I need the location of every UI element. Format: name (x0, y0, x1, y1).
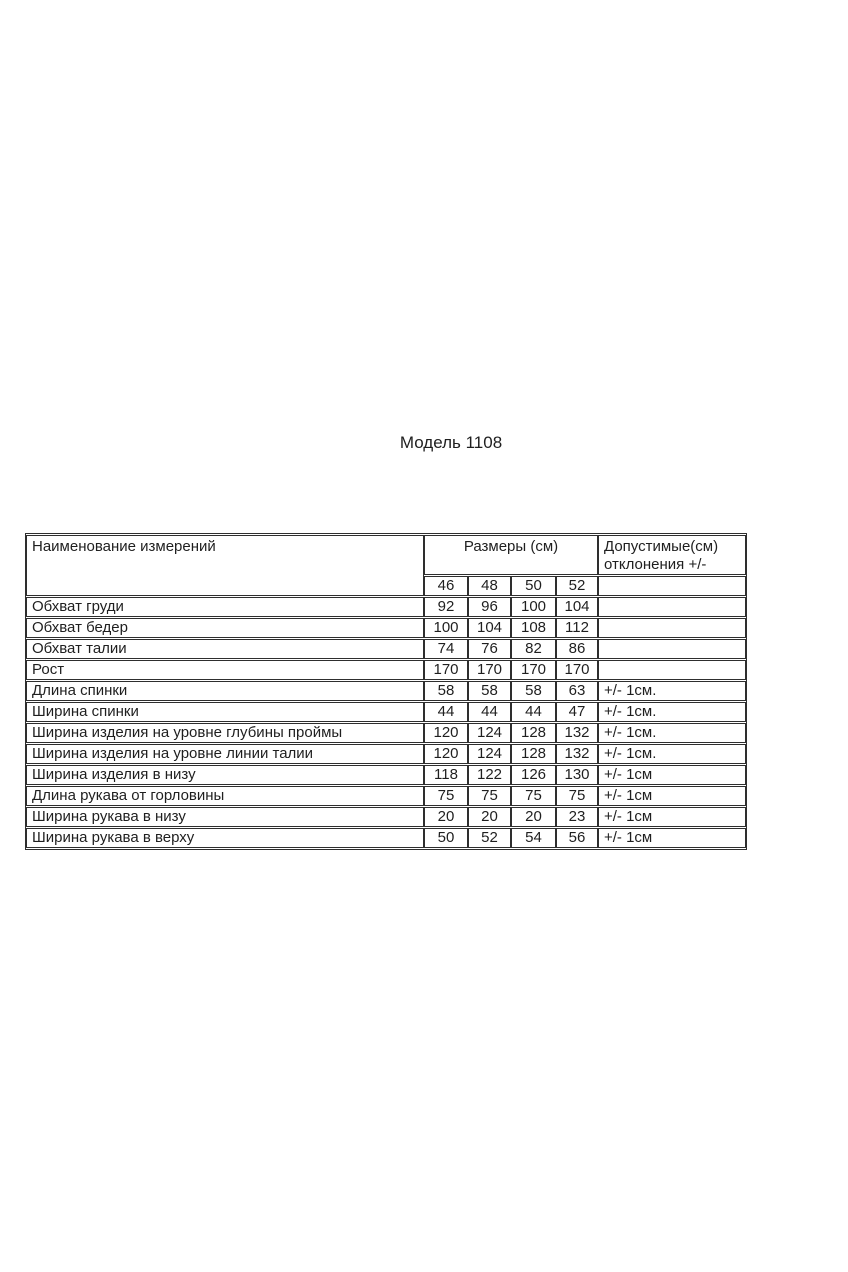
header-row-main (26, 535, 746, 575)
size-value: 170 (556, 660, 598, 680)
table-row (26, 786, 746, 806)
measurement-label: Ширина изделия на уровне линии талии (26, 744, 424, 764)
measurement-label: Обхват груди (26, 597, 424, 617)
size-value: 112 (556, 618, 598, 638)
size-value: 126 (511, 765, 556, 785)
table-row (26, 597, 746, 617)
size-value: 20 (424, 807, 468, 827)
measurement-label: Ширина изделия на уровне глубины проймы (26, 723, 424, 743)
table-row (26, 702, 746, 722)
col-header-sizes: Размеры (см) (424, 535, 598, 575)
tolerance-value: +/- 1см. (598, 744, 746, 764)
size-value: 56 (556, 828, 598, 848)
measurement-label: Ширина изделия в низу (26, 765, 424, 785)
size-value: 44 (424, 702, 468, 722)
table-row (26, 681, 746, 701)
table-row (26, 807, 746, 827)
size-value: 75 (511, 786, 556, 806)
col-header-tolerance: Допустимые(см) отклонения +/- (598, 535, 746, 575)
measurement-label: Обхват талии (26, 639, 424, 659)
size-value: 104 (556, 597, 598, 617)
table-row (26, 618, 746, 638)
size-value: 20 (468, 807, 511, 827)
measurement-label: Ширина рукава в верху (26, 828, 424, 848)
table-row (26, 639, 746, 659)
tolerance-value: +/- 1см (598, 786, 746, 806)
size-value: 58 (511, 681, 556, 701)
tolerance-value (598, 618, 746, 638)
size-value: 86 (556, 639, 598, 659)
size-value: 76 (468, 639, 511, 659)
size-value: 170 (424, 660, 468, 680)
size-value: 128 (511, 723, 556, 743)
measurement-label: Обхват бедер (26, 618, 424, 638)
size-value: 92 (424, 597, 468, 617)
size-column-header-46: 46 (424, 576, 468, 596)
page-title: Модель 1108 (399, 433, 503, 452)
tolerance-subheader-empty (598, 576, 746, 596)
size-value: 108 (511, 618, 556, 638)
size-value: 104 (468, 618, 511, 638)
size-value: 23 (556, 807, 598, 827)
size-value: 132 (556, 744, 598, 764)
size-value: 44 (468, 702, 511, 722)
size-value: 132 (556, 723, 598, 743)
size-column-header-52: 52 (556, 576, 598, 596)
tolerance-value (598, 597, 746, 617)
measurement-label: Ширина спинки (26, 702, 424, 722)
size-value: 75 (556, 786, 598, 806)
tolerance-value (598, 639, 746, 659)
size-value: 50 (424, 828, 468, 848)
size-value: 122 (468, 765, 511, 785)
size-value: 82 (511, 639, 556, 659)
size-value: 124 (468, 723, 511, 743)
size-value: 130 (556, 765, 598, 785)
table-row (26, 660, 746, 680)
size-value: 44 (511, 702, 556, 722)
table-row (26, 723, 746, 743)
measurement-label: Длина спинки (26, 681, 424, 701)
size-value: 124 (468, 744, 511, 764)
measurements-table (25, 533, 747, 850)
size-value: 128 (511, 744, 556, 764)
table-row (26, 744, 746, 764)
size-value: 54 (511, 828, 556, 848)
size-column-header-48: 48 (468, 576, 511, 596)
size-column-header-50: 50 (511, 576, 556, 596)
size-value: 58 (468, 681, 511, 701)
size-value: 118 (424, 765, 468, 785)
tolerance-value: +/- 1см (598, 807, 746, 827)
size-value: 75 (424, 786, 468, 806)
size-value: 120 (424, 744, 468, 764)
size-value: 100 (511, 597, 556, 617)
size-value: 100 (424, 618, 468, 638)
tolerance-value: +/- 1см (598, 765, 746, 785)
size-value: 96 (468, 597, 511, 617)
tolerance-value: +/- 1см (598, 828, 746, 848)
size-value: 170 (511, 660, 556, 680)
table-row (26, 828, 746, 848)
size-value: 75 (468, 786, 511, 806)
tolerance-value (598, 660, 746, 680)
tolerance-value: +/- 1см. (598, 723, 746, 743)
measurement-label: Ширина рукава в низу (26, 807, 424, 827)
size-value: 52 (468, 828, 511, 848)
size-value: 47 (556, 702, 598, 722)
table-row (26, 765, 746, 785)
size-value: 170 (468, 660, 511, 680)
col-header-measurement-name: Наименование измерений (26, 535, 424, 596)
tolerance-value: +/- 1см. (598, 702, 746, 722)
size-value: 58 (424, 681, 468, 701)
size-value: 120 (424, 723, 468, 743)
size-value: 74 (424, 639, 468, 659)
tolerance-value: +/- 1см. (598, 681, 746, 701)
measurement-label: Длина рукава от горловины (26, 786, 424, 806)
size-value: 63 (556, 681, 598, 701)
size-value: 20 (511, 807, 556, 827)
measurement-label: Рост (26, 660, 424, 680)
